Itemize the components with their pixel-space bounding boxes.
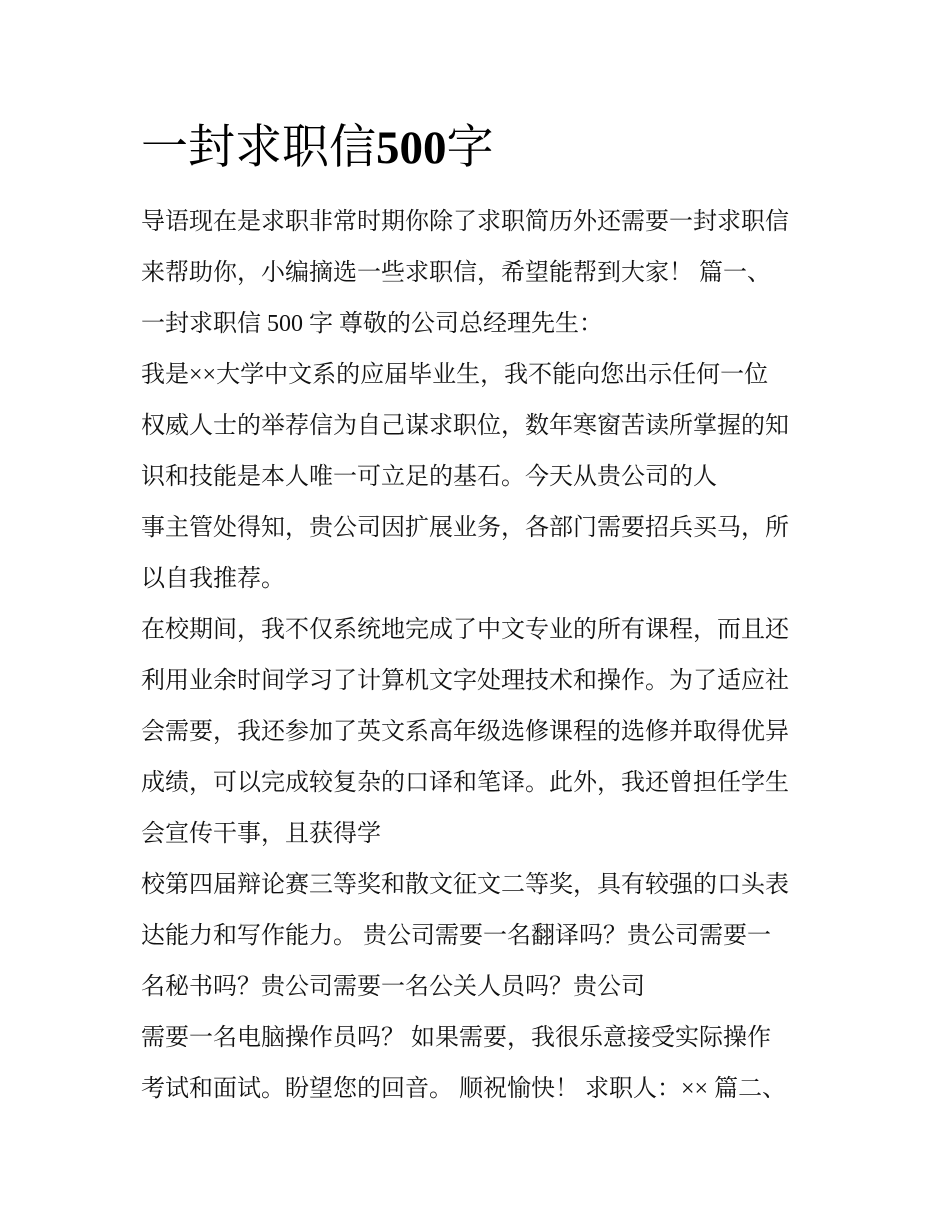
title-number: 500 <box>376 122 447 174</box>
body-line: 来帮助你，小编摘选一些求职信，希望能帮到大家！ 篇一、 <box>141 260 771 286</box>
title-suffix: 字 <box>446 122 494 174</box>
body-line: 成绩，可以完成较复杂的口译和笔译。此外，我还曾担任学生 <box>141 770 789 796</box>
document-title <box>141 118 494 178</box>
body-line: 导语现在是求职非常时期你除了求职简历外还需要一封求职信 <box>141 209 789 235</box>
body-line: 名秘书吗？贵公司需要一名公关人员吗？贵公司 <box>141 974 645 1000</box>
body-line: 会需要，我还参加了英文系高年级选修课程的选修并取得优异 <box>141 719 789 745</box>
body-line: 以自我推荐。 <box>141 566 285 592</box>
body-line: 权威人士的举荐信为自己谋求职位，数年寒窗苦读所掌握的知 <box>141 413 789 439</box>
body-line: 需要一名电脑操作员吗？ 如果需要，我很乐意接受实际操作 <box>141 1025 771 1051</box>
body-line: 利用业余时间学习了计算机文字处理技术和操作。为了适应社 <box>141 668 789 694</box>
body-line: 在校期间，我不仅系统地完成了中文专业的所有课程，而且还 <box>141 617 789 643</box>
body-line: 校第四届辩论赛三等奖和散文征文二等奖，具有较强的口头表 <box>141 872 789 898</box>
body-line: 考试和面试。盼望您的回音。 顺祝愉快！ 求职人：×× 篇二、 <box>141 1076 787 1102</box>
body-line: 事主管处得知，贵公司因扩展业务，各部门需要招兵买马，所 <box>141 515 789 541</box>
body-line: 我是××大学中文系的应届毕业生，我不能向您出示任何一位 <box>141 362 769 388</box>
body-line: 会宣传干事，且获得学 <box>141 821 381 847</box>
body-line: 一封求职信 500 字 尊敬的公司总经理先生： <box>141 311 603 337</box>
document-body <box>141 197 831 1115</box>
body-line: 达能力和写作能力。 贵公司需要一名翻译吗？贵公司需要一 <box>141 923 771 949</box>
title-prefix: 一封求职信 <box>141 122 376 174</box>
body-line: 识和技能是本人唯一可立足的基石。今天从贵公司的人 <box>141 464 717 490</box>
